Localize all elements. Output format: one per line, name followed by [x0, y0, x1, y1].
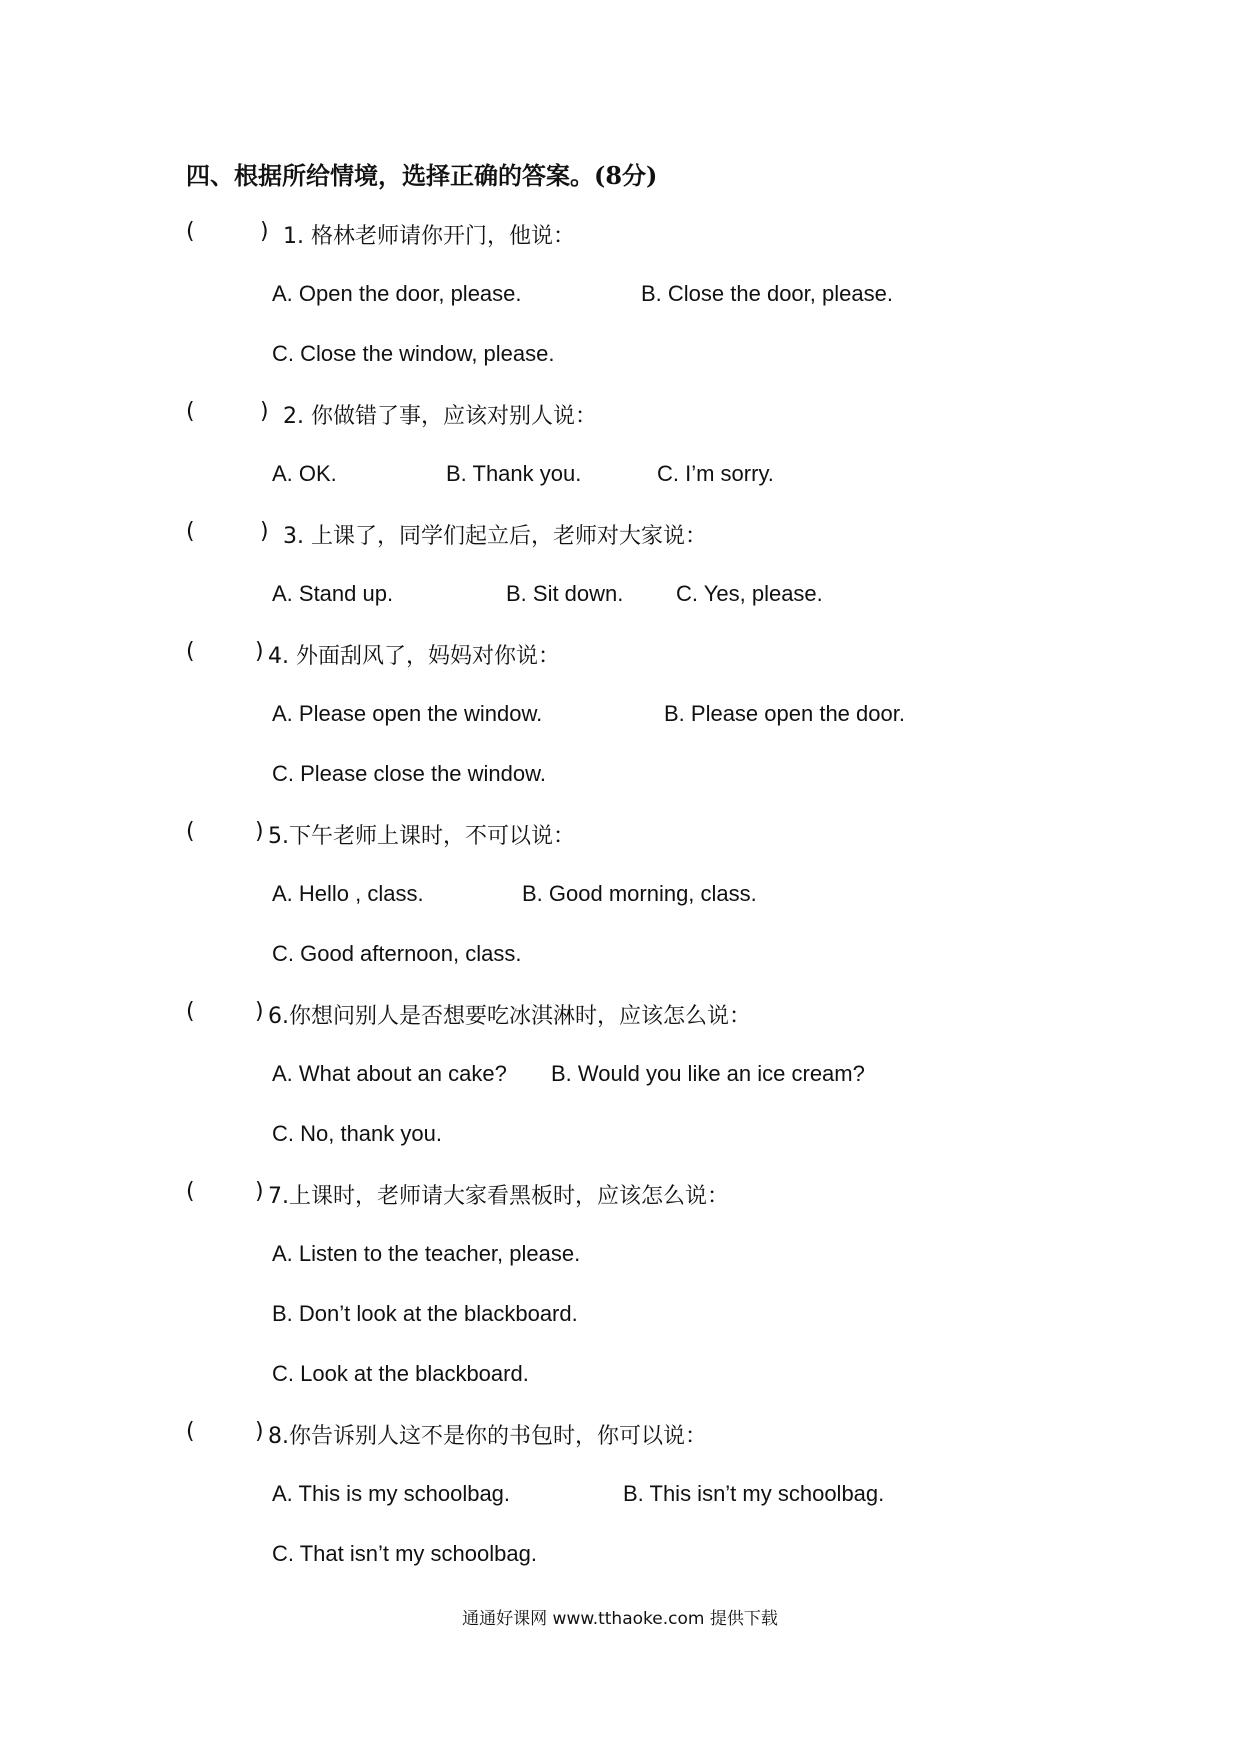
option-a: A. Hello , class. — [272, 881, 424, 906]
answer-blank-close: ) — [255, 1419, 264, 1444]
option-b: B. Close the door, please. — [641, 281, 893, 306]
answer-blank-open[interactable]: ( — [186, 999, 195, 1024]
option-a: A. Please open the window. — [272, 701, 543, 726]
answer-blank-close: ) — [255, 819, 264, 844]
answer-blank-close: ) — [260, 219, 269, 244]
option-c: C. That isn’t my schoolbag. — [272, 1541, 537, 1566]
answer-blank-close: ) — [255, 1179, 264, 1204]
answer-blank-open[interactable]: ( — [186, 1419, 195, 1444]
option-c: C. No, thank you. — [272, 1121, 442, 1146]
answer-blank-close: ) — [255, 999, 264, 1024]
answer-blank-open[interactable]: ( — [186, 639, 195, 664]
option-b: B. Thank you. — [446, 461, 582, 486]
option-c: C. Good afternoon, class. — [272, 941, 522, 966]
answer-blank-open[interactable]: ( — [186, 819, 195, 844]
option-b: B. Don’t look at the blackboard. — [272, 1301, 578, 1326]
answer-blank-close: ) — [260, 519, 269, 544]
option-b: B. Would you like an ice cream? — [551, 1061, 865, 1086]
option-c: C. Please close the window. — [272, 761, 546, 786]
question-text: 1. 格林老师请你开门，他说： — [283, 224, 575, 249]
option-a: A. What about an cake? — [272, 1061, 507, 1086]
question-text: 5.下午老师上课时，不可以说： — [268, 824, 575, 849]
answer-blank-open[interactable]: ( — [186, 1179, 195, 1204]
question-text: 6.你想问别人是否想要吃冰淇淋时，应该怎么说： — [268, 1004, 751, 1029]
answer-blank-open[interactable]: ( — [186, 219, 195, 244]
option-a: A. Open the door, please. — [272, 281, 522, 306]
option-b: B. Sit down. — [506, 581, 624, 606]
question-text: 2. 你做错了事，应该对别人说： — [283, 404, 597, 429]
option-c: C. Look at the blackboard. — [272, 1361, 529, 1386]
question-text: 4. 外面刮风了，妈妈对你说： — [268, 644, 560, 669]
answer-blank-close: ) — [260, 399, 269, 424]
option-a: A. This is my schoolbag. — [272, 1481, 511, 1506]
option-c: C. Yes, please. — [676, 581, 823, 606]
option-a: A. Listen to the teacher, please. — [272, 1241, 581, 1266]
answer-blank-open[interactable]: ( — [186, 519, 195, 544]
option-c: C. I’m sorry. — [657, 461, 774, 486]
option-b: B. Please open the door. — [664, 701, 905, 726]
footer-source: 通通好课网 www.tthaoke.com 提供下载 — [462, 1609, 778, 1629]
option-a: A. OK. — [272, 461, 337, 486]
question-text: 8.你告诉别人这不是你的书包时，你可以说： — [268, 1424, 707, 1449]
question-text: 3. 上课了，同学们起立后，老师对大家说： — [283, 524, 707, 549]
section-title: 四、根据所给情境，选择正确的答案。(8分) — [186, 161, 658, 190]
answer-blank-open[interactable]: ( — [186, 399, 195, 424]
option-b: B. Good morning, class. — [522, 881, 757, 906]
option-c: C. Close the window, please. — [272, 341, 555, 366]
answer-blank-close: ) — [255, 639, 264, 664]
question-text: 7.上课时，老师请大家看黑板时，应该怎么说： — [268, 1184, 729, 1209]
option-b: B. This isn’t my schoolbag. — [623, 1481, 885, 1506]
option-a: A. Stand up. — [272, 581, 394, 606]
